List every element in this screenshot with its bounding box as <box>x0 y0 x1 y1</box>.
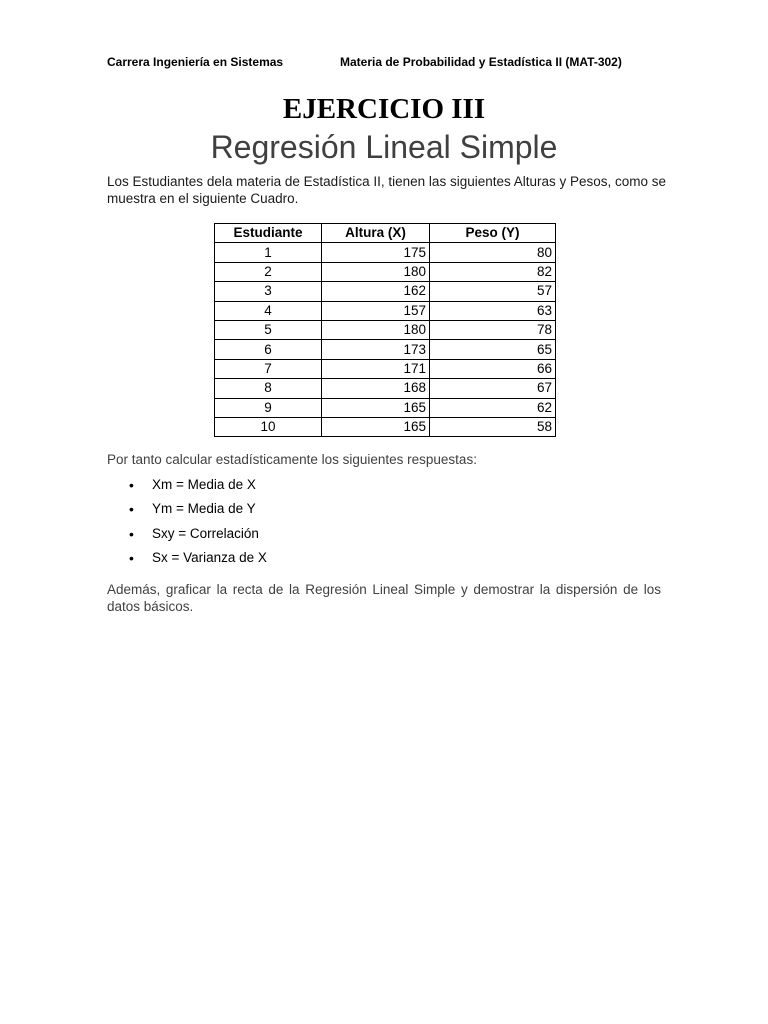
calc-intro: Por tanto calcular estadísticamente los siguientes respuestas: <box>107 452 477 467</box>
cell-estudiante: 7 <box>215 359 322 378</box>
cell-altura: 175 <box>322 243 430 262</box>
cell-altura: 165 <box>322 417 430 436</box>
cell-altura: 180 <box>322 262 430 281</box>
career-label: Carrera Ingeniería en Sistemas <box>107 55 284 69</box>
footer-paragraph: Además, graficar la recta de la Regresión Lineal Simple y demostrar la dispersión de los datos básicos. <box>107 582 661 614</box>
cell-peso: 65 <box>430 340 556 359</box>
bullet-icon: • <box>129 477 134 493</box>
cell-estudiante: 8 <box>215 379 322 398</box>
cell-peso: 67 <box>430 379 556 398</box>
table-row <box>215 379 556 398</box>
header-altura: Altura (X) <box>322 224 430 243</box>
exercise-subtitle: Regresión Lineal Simple <box>210 129 558 165</box>
cell-peso: 58 <box>430 417 556 436</box>
table-row <box>215 243 556 262</box>
header-peso: Peso (Y) <box>430 224 556 243</box>
header-estudiante: Estudiante <box>215 224 322 243</box>
cell-altura: 171 <box>322 359 430 378</box>
cell-altura: 180 <box>322 320 430 339</box>
data-table <box>214 223 556 437</box>
intro-paragraph: Los Estudiantes dela materia de Estadística II, tienen las siguientes Alturas y Pesos, como se muestra en el siguiente Cuadro. <box>107 174 667 206</box>
table-row <box>215 359 556 378</box>
cell-estudiante: 2 <box>215 262 322 281</box>
cell-estudiante: 1 <box>215 243 322 262</box>
cell-altura: 173 <box>322 340 430 359</box>
table-row <box>215 340 556 359</box>
cell-estudiante: 5 <box>215 320 322 339</box>
table-row <box>215 417 556 436</box>
list-item-text: Sx = Varianza de X <box>152 549 267 565</box>
cell-estudiante: 10 <box>215 417 322 436</box>
cell-peso: 63 <box>430 301 556 320</box>
table-row <box>215 282 556 301</box>
cell-estudiante: 6 <box>215 340 322 359</box>
table-row <box>215 320 556 339</box>
bullet-icon: • <box>129 501 134 518</box>
cell-altura: 168 <box>322 379 430 398</box>
page-header <box>0 53 768 71</box>
cell-peso: 80 <box>430 243 556 262</box>
list-item-text: Xm = Media de X <box>152 477 256 492</box>
cell-altura: 157 <box>322 301 430 320</box>
subject-label: Materia de Probabilidad y Estadística II (MAT-302) <box>340 55 622 69</box>
cell-peso: 66 <box>430 359 556 378</box>
cell-estudiante: 9 <box>215 398 322 417</box>
cell-altura: 162 <box>322 282 430 301</box>
table-header-row <box>215 224 556 243</box>
cell-estudiante: 4 <box>215 301 322 320</box>
exercise-title: EJERCICIO III <box>282 93 486 125</box>
cell-altura: 165 <box>322 398 430 417</box>
cell-peso: 62 <box>430 398 556 417</box>
table-row <box>215 262 556 281</box>
cell-peso: 78 <box>430 320 556 339</box>
list-item-text: Sxy = Correlación <box>152 525 259 541</box>
table-row <box>215 301 556 320</box>
cell-peso: 57 <box>430 282 556 301</box>
cell-estudiante: 3 <box>215 282 322 301</box>
bullet-icon: • <box>129 525 134 542</box>
list-item-text: Ym = Media de Y <box>152 501 256 517</box>
bullet-icon: • <box>129 549 134 566</box>
cell-peso: 82 <box>430 262 556 281</box>
table-row <box>215 398 556 417</box>
